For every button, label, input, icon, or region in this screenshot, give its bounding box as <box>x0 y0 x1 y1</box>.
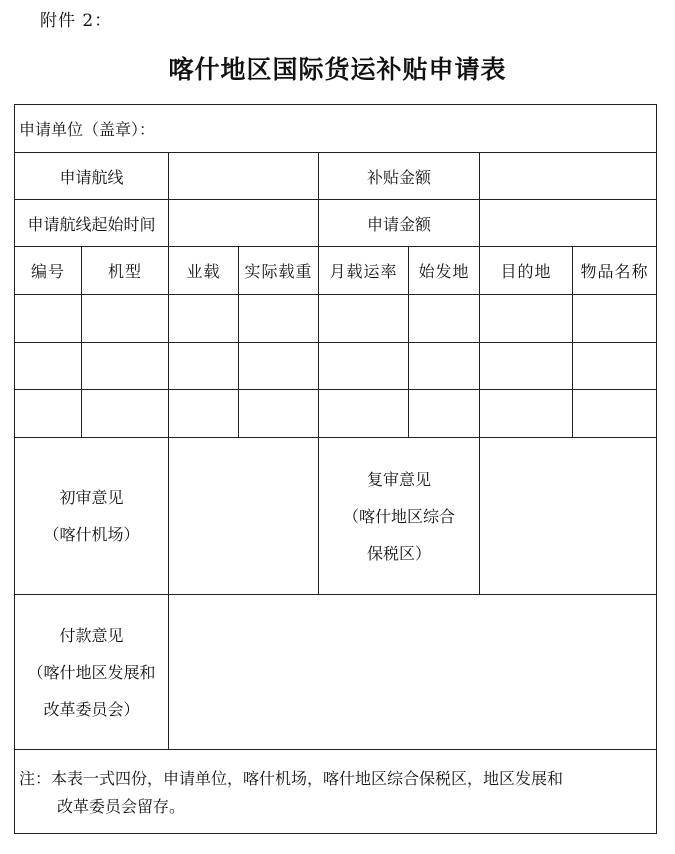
initial-review-input[interactable] <box>169 438 319 595</box>
table-cell[interactable] <box>82 390 169 438</box>
column-header-row <box>15 247 657 295</box>
table-cell[interactable] <box>82 343 169 390</box>
footnote <box>15 750 657 834</box>
note-row <box>15 750 657 834</box>
attachment-label: 附件 2： <box>40 11 113 31</box>
route-input[interactable] <box>169 153 319 200</box>
payment-line: 改革委员会） <box>43 699 140 719</box>
initial-review-line: （喀什机场） <box>43 525 140 544</box>
review-row <box>15 438 657 595</box>
table-row <box>15 343 657 390</box>
route-start-row <box>15 200 657 247</box>
second-review-input[interactable] <box>480 438 657 595</box>
second-review-line: 保税区） <box>366 543 431 563</box>
route-row <box>15 153 657 200</box>
column-header: 物品名称 <box>573 247 657 295</box>
table-cell[interactable] <box>15 343 82 390</box>
table-cell[interactable] <box>169 343 239 390</box>
table-cell[interactable] <box>573 390 657 438</box>
table-cell[interactable] <box>169 390 239 438</box>
table-cell[interactable] <box>169 295 239 343</box>
applicant-field[interactable]: 申请单位（盖章）： <box>15 105 657 153</box>
apply-amount-label: 申请金额 <box>319 200 480 247</box>
table-cell[interactable] <box>15 295 82 343</box>
column-header: 目的地 <box>480 247 573 295</box>
column-header: 机型 <box>82 247 169 295</box>
payment-opinion-label <box>15 595 169 750</box>
payment-line: 付款意见 <box>59 625 124 645</box>
initial-review-line: 初审意见 <box>59 488 124 507</box>
table-cell[interactable] <box>409 343 480 390</box>
table-cell[interactable] <box>239 295 319 343</box>
table-cell[interactable] <box>239 343 319 390</box>
table-cell[interactable] <box>15 390 82 438</box>
footnote-line: 改革委员会留存。 <box>57 796 186 816</box>
second-review-label <box>319 438 480 595</box>
table-cell[interactable] <box>82 295 169 343</box>
payment-row <box>15 595 657 750</box>
apply-amount-input[interactable] <box>480 200 657 247</box>
second-review-line: 复审意见 <box>366 469 431 489</box>
table-cell[interactable] <box>409 390 480 438</box>
table-cell[interactable] <box>573 343 657 390</box>
table-cell[interactable] <box>480 343 573 390</box>
table-cell[interactable] <box>409 295 480 343</box>
payment-opinion-input[interactable] <box>169 595 657 750</box>
table-row <box>15 295 657 343</box>
subsidy-amount-label: 补贴金额 <box>319 153 480 200</box>
table-cell[interactable] <box>319 390 409 438</box>
route-start-input[interactable] <box>169 200 319 247</box>
payment-line: （喀什地区发展和 <box>27 662 156 682</box>
column-header: 编号 <box>15 247 82 295</box>
table-cell[interactable] <box>319 295 409 343</box>
table-cell[interactable] <box>480 295 573 343</box>
column-header: 始发地 <box>409 247 480 295</box>
column-header: 实际载重 <box>239 247 319 295</box>
route-start-label: 申请航线起始时间 <box>15 200 169 247</box>
application-form-table <box>14 104 657 834</box>
page-title: 喀什地区国际货运补贴申请表 <box>168 55 507 84</box>
initial-review-label <box>15 438 169 595</box>
table-row <box>15 390 657 438</box>
column-header: 业载 <box>169 247 239 295</box>
table-cell[interactable] <box>573 295 657 343</box>
table-cell[interactable] <box>239 390 319 438</box>
table-cell[interactable] <box>480 390 573 438</box>
footnote-line: 注：本表一式四份，申请单位，喀什机场，喀什地区综合保税区，地区发展和 <box>19 768 564 788</box>
applicant-row <box>15 105 657 153</box>
column-header: 月载运率 <box>319 247 409 295</box>
table-cell[interactable] <box>319 343 409 390</box>
route-label: 申请航线 <box>15 153 169 200</box>
second-review-line: （喀什地区综合 <box>342 506 455 526</box>
subsidy-amount-input[interactable] <box>480 153 657 200</box>
